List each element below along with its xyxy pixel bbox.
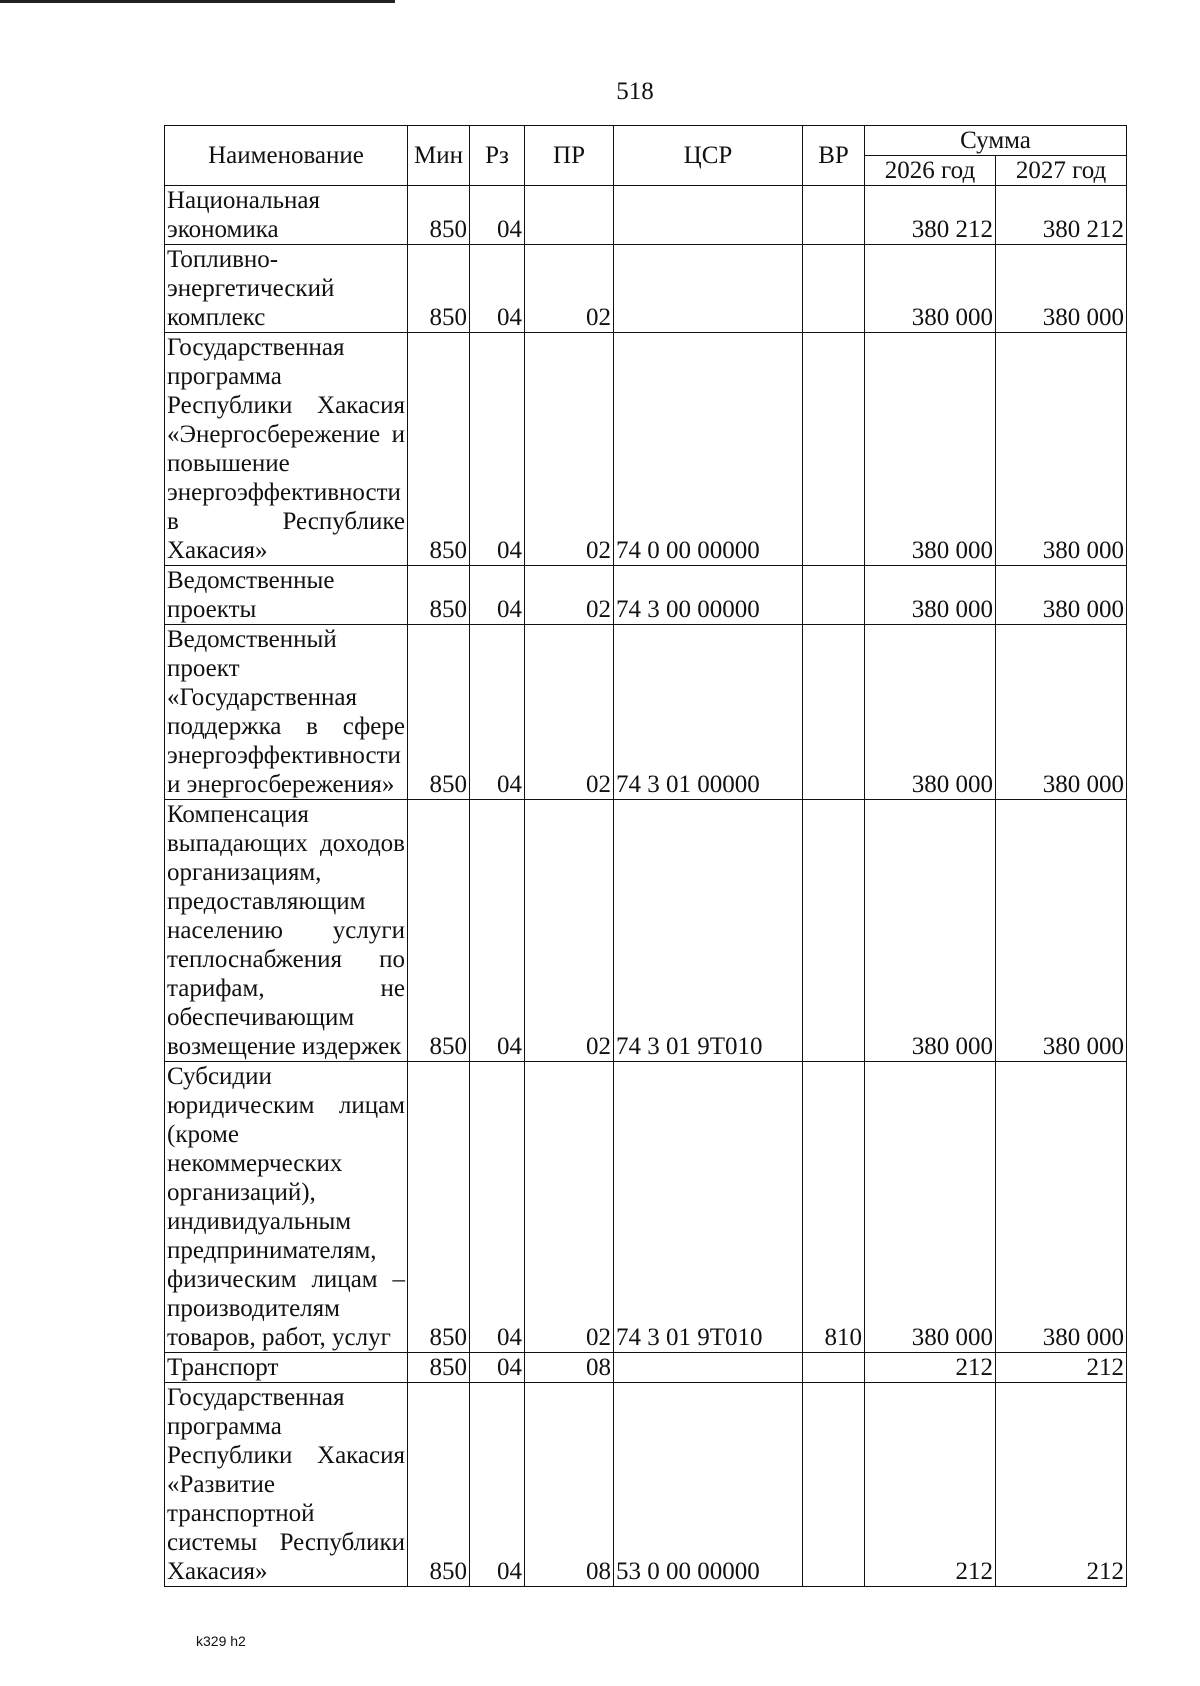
- row-amount-2027: 212: [996, 1383, 1127, 1587]
- table-row: [165, 1062, 1127, 1353]
- row-min: 850: [408, 625, 470, 800]
- row-csr: 74 3 01 9Т010: [614, 1062, 803, 1353]
- row-rz: 04: [470, 800, 525, 1062]
- row-amount-2027: 380 000: [996, 333, 1127, 566]
- row-pr: 08: [525, 1383, 614, 1587]
- row-pr: 08: [525, 1353, 614, 1383]
- row-name: Субсидии юридическим лицам (кроме некоммерческих организаций), индивидуальным предпринимателям, физическим лицам – производителям товаров, работ, услуг: [165, 1062, 408, 1353]
- row-pr: 02: [525, 245, 614, 333]
- table-row: [165, 566, 1127, 625]
- row-amount-2026: 380 000: [865, 800, 996, 1062]
- header-year-2027: 2027 год: [996, 156, 1127, 186]
- row-amount-2026: 212: [865, 1353, 996, 1383]
- row-amount-2026: 380 000: [865, 333, 996, 566]
- row-min: 850: [408, 245, 470, 333]
- row-name: Государственная программа Республики Хакасия «Развитие транспортной системы Республики Хакасия»: [165, 1383, 408, 1587]
- row-rz: 04: [470, 625, 525, 800]
- row-rz: 04: [470, 1353, 525, 1383]
- row-amount-2027: 212: [996, 1353, 1127, 1383]
- row-rz: 04: [470, 333, 525, 566]
- row-amount-2026: 380 000: [865, 566, 996, 625]
- row-name: Компенсация выпадающих доходов организациям, предоставляющим населению услуги теплоснабжения по тарифам, не обеспечивающим возмещение издержек: [165, 800, 408, 1062]
- scan-edge-line: [0, 0, 395, 3]
- row-amount-2027: 380 000: [996, 625, 1127, 800]
- row-pr: 02: [525, 625, 614, 800]
- row-csr: [614, 245, 803, 333]
- row-pr: 02: [525, 566, 614, 625]
- row-csr: 74 3 01 9Т010: [614, 800, 803, 1062]
- row-pr: [525, 186, 614, 245]
- row-min: 850: [408, 566, 470, 625]
- table-header: [165, 126, 1127, 186]
- row-min: 850: [408, 1353, 470, 1383]
- row-rz: 04: [470, 566, 525, 625]
- row-min: 850: [408, 800, 470, 1062]
- row-min: 850: [408, 333, 470, 566]
- footer-code: k329 h2: [196, 1633, 246, 1649]
- row-min: 850: [408, 1062, 470, 1353]
- row-vr: [803, 1353, 865, 1383]
- row-pr: 02: [525, 333, 614, 566]
- header-pr: ПР: [525, 126, 614, 186]
- row-vr: [803, 333, 865, 566]
- row-csr: 53 0 00 00000: [614, 1383, 803, 1587]
- table-row: [165, 245, 1127, 333]
- row-csr: [614, 1353, 803, 1383]
- row-vr: [803, 625, 865, 800]
- row-amount-2027: 380 212: [996, 186, 1127, 245]
- header-min: Мин: [408, 126, 470, 186]
- table-row: [165, 186, 1127, 245]
- header-name: Наименование: [165, 126, 408, 186]
- row-csr: [614, 186, 803, 245]
- row-name: Государственная программа Республики Хакасия «Энергосбережение и повышение энергоэффективности в Республике Хакасия»: [165, 333, 408, 566]
- row-csr: 74 3 00 00000: [614, 566, 803, 625]
- table-body: [165, 186, 1127, 1587]
- row-pr: 02: [525, 1062, 614, 1353]
- row-amount-2026: 380 000: [865, 245, 996, 333]
- header-vr: ВР: [803, 126, 865, 186]
- row-amount-2026: 380 212: [865, 186, 996, 245]
- row-amount-2026: 380 000: [865, 1062, 996, 1353]
- row-amount-2026: 212: [865, 1383, 996, 1587]
- header-rz: Рз: [470, 126, 525, 186]
- table-row: [165, 1383, 1127, 1587]
- header-csr: ЦСР: [614, 126, 803, 186]
- row-rz: 04: [470, 245, 525, 333]
- row-vr: 810: [803, 1062, 865, 1353]
- header-sum: Сумма: [865, 126, 1127, 156]
- row-csr: 74 0 00 00000: [614, 333, 803, 566]
- row-name: Национальная экономика: [165, 186, 408, 245]
- row-name: Транспорт: [165, 1353, 408, 1383]
- page-number: 518: [616, 78, 654, 105]
- row-vr: [803, 1383, 865, 1587]
- budget-table: [164, 125, 1127, 1587]
- row-vr: [803, 245, 865, 333]
- row-amount-2027: 380 000: [996, 800, 1127, 1062]
- row-min: 850: [408, 1383, 470, 1587]
- row-vr: [803, 566, 865, 625]
- row-pr: 02: [525, 800, 614, 1062]
- row-amount-2027: 380 000: [996, 566, 1127, 625]
- row-name: Топливно-энергетический комплекс: [165, 245, 408, 333]
- table-row: [165, 625, 1127, 800]
- row-rz: 04: [470, 186, 525, 245]
- row-vr: [803, 186, 865, 245]
- row-amount-2027: 380 000: [996, 1062, 1127, 1353]
- row-rz: 04: [470, 1383, 525, 1587]
- row-amount-2027: 380 000: [996, 245, 1127, 333]
- row-rz: 04: [470, 1062, 525, 1353]
- header-year-2026: 2026 год: [865, 156, 996, 186]
- row-csr: 74 3 01 00000: [614, 625, 803, 800]
- table-row: [165, 1353, 1127, 1383]
- row-min: 850: [408, 186, 470, 245]
- table-row: [165, 800, 1127, 1062]
- row-amount-2026: 380 000: [865, 625, 996, 800]
- row-vr: [803, 800, 865, 1062]
- row-name: Ведомственный проект «Государственная поддержка в сфере энергоэффективности и энергосбережения»: [165, 625, 408, 800]
- table-row: [165, 333, 1127, 566]
- row-name: Ведомственные проекты: [165, 566, 408, 625]
